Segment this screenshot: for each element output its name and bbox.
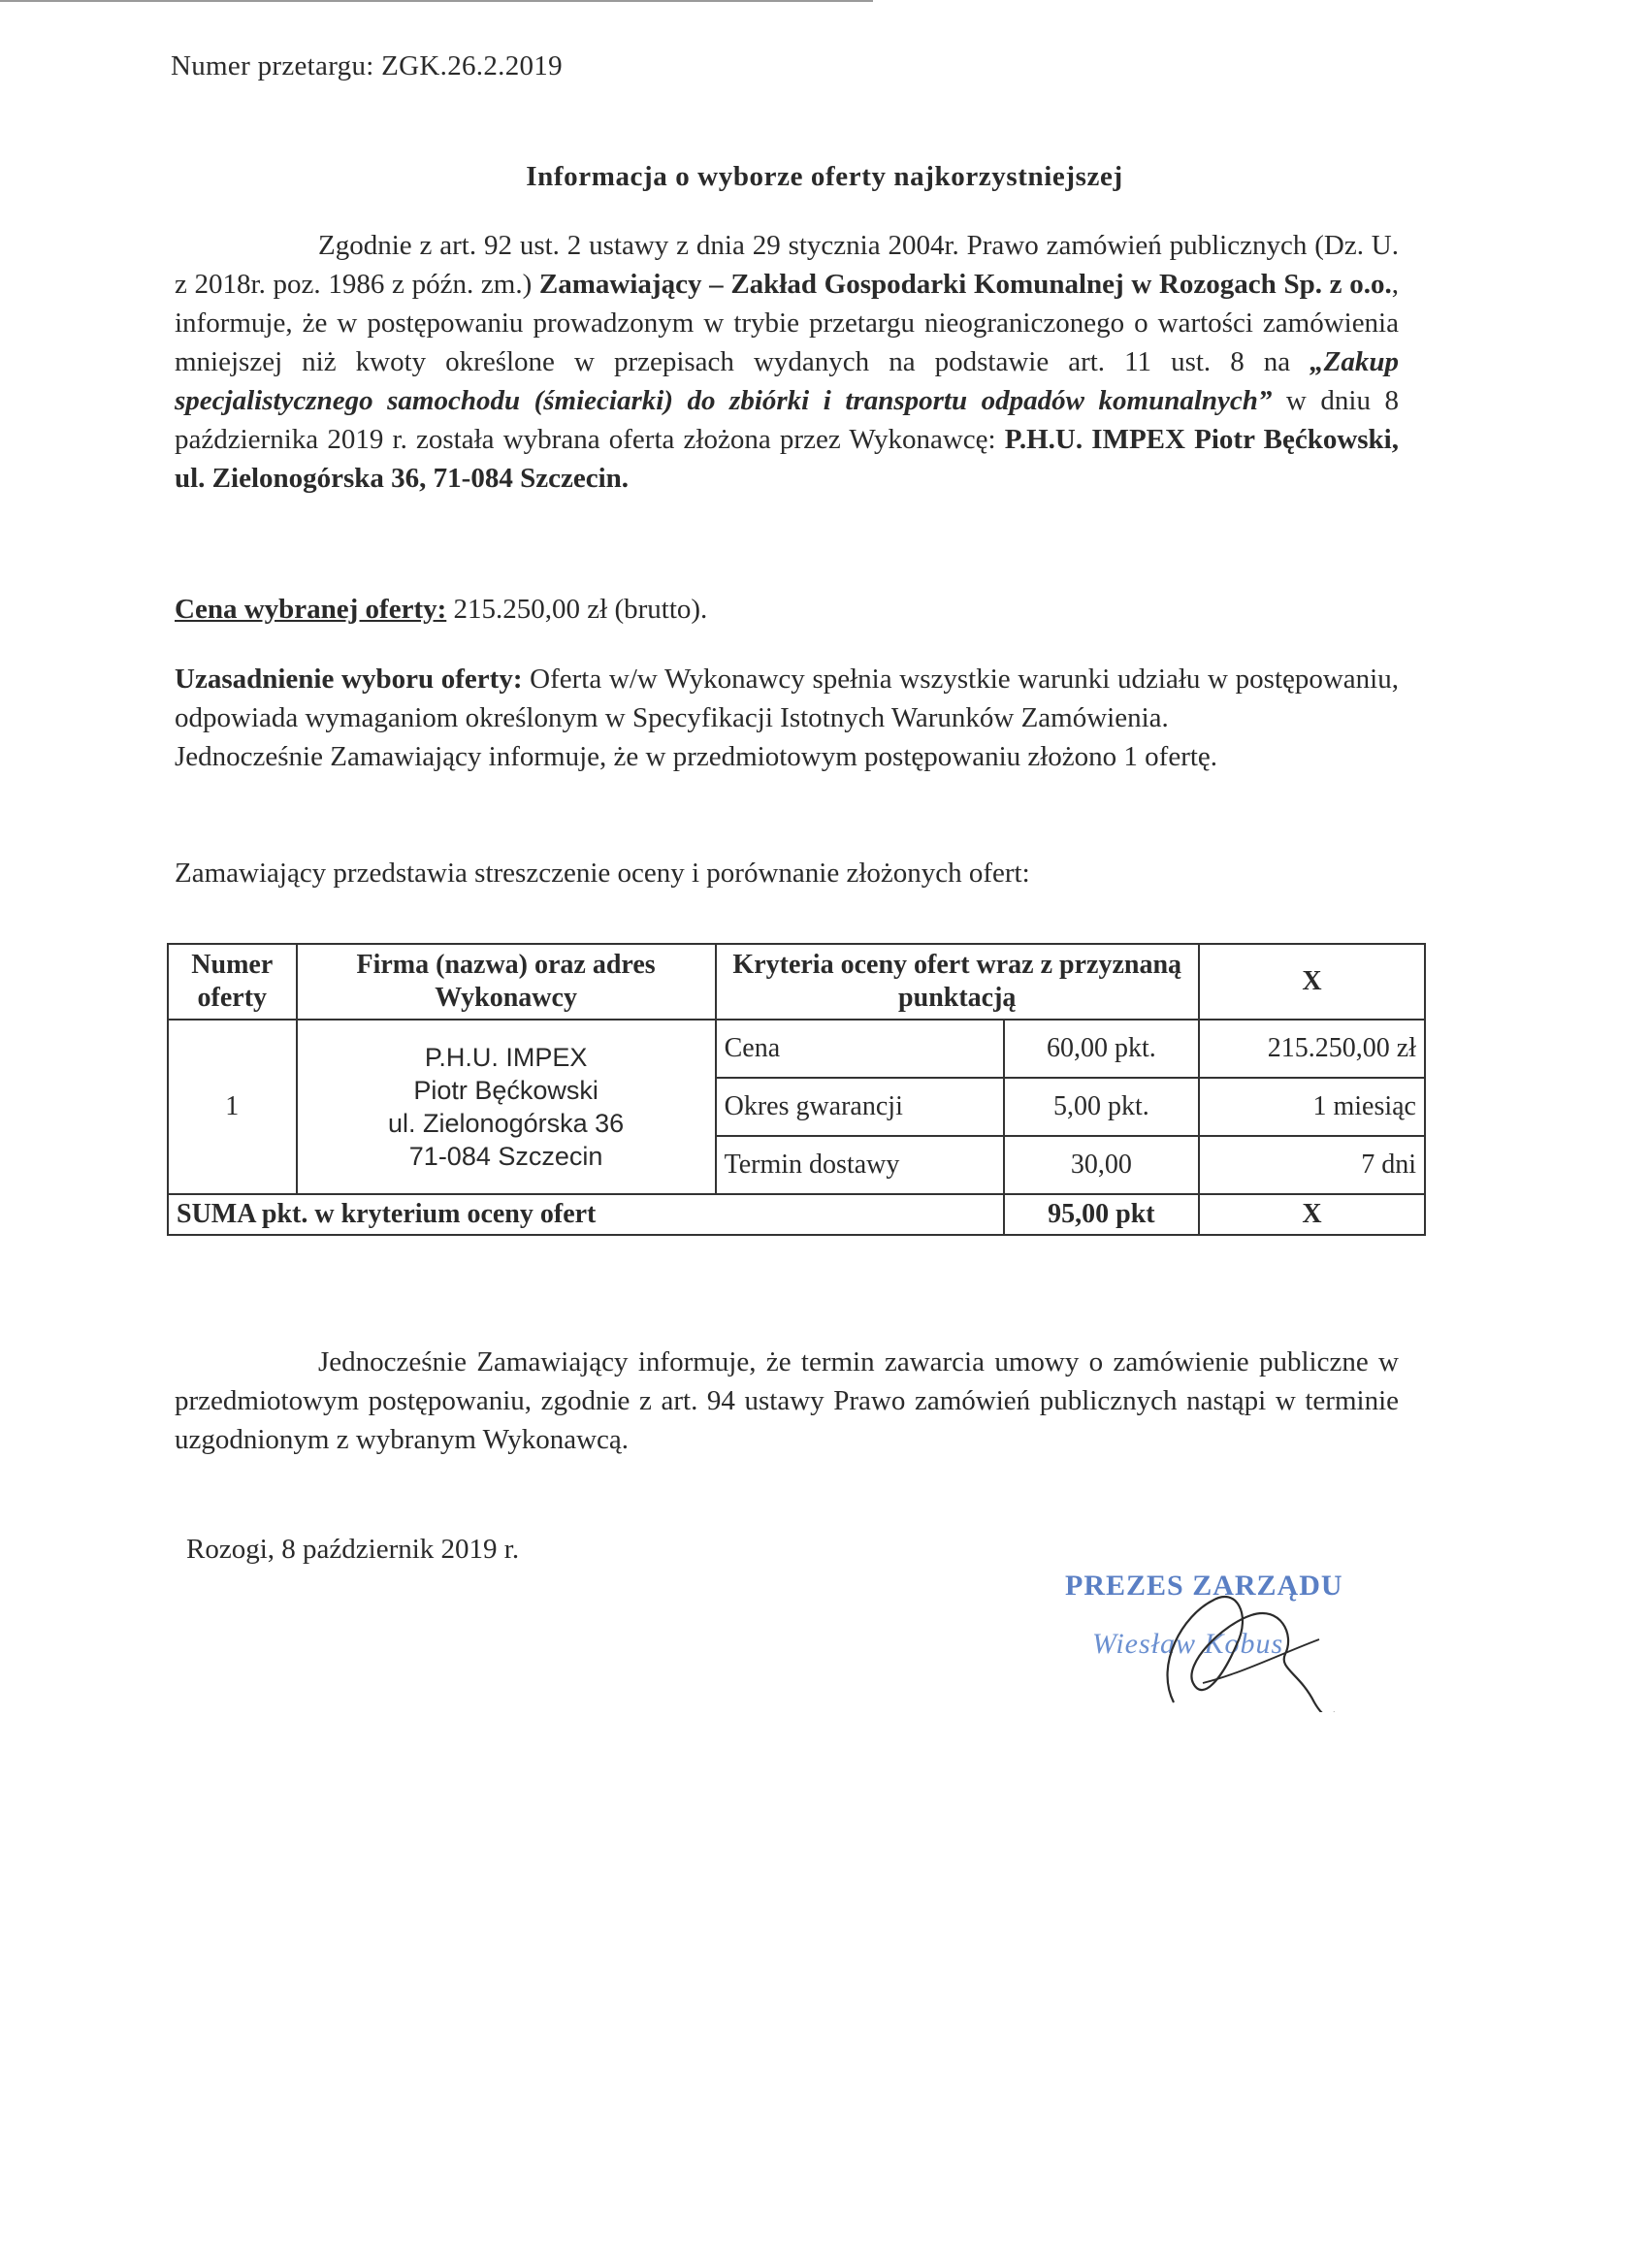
header-x: X: [1199, 944, 1425, 1020]
sum-x: X: [1199, 1194, 1425, 1235]
header-firm: Firma (nazwa) oraz adres Wykonawcy: [297, 944, 716, 1020]
place-and-date: Rozogi, 8 październik 2019 r.: [186, 1534, 520, 1565]
reason-label: Uzasadnienie wyboru oferty:: [175, 664, 523, 695]
firm-name: P.H.U. IMPEX: [424, 1043, 588, 1072]
header-criteria: Kryteria oceny ofert wraz z przyznaną punktacją: [716, 944, 1199, 1020]
reason-text: Oferta w/w Wykonawcy spełnia wszystkie warunki udziału w postępowaniu, odpowiada wymaganiom określonym w Specyfikacji Istotnych Warunków Zamówienia.: [175, 664, 1399, 733]
final-note-text: Jednocześnie Zamawiający informuje, że termin zawarcia umowy o zamówienie publiczne w przedmiotowym postępowaniu, zgodnie z art. 94 ustawy Prawo zamówień publicznych nastąpi w terminie uzgodnionym z wybranym Wykonawcą.: [175, 1346, 1399, 1455]
firm-owner: Piotr Bęćkowski: [413, 1076, 598, 1105]
criterion-name: Termin dostawy: [716, 1136, 1004, 1194]
stamp-name: Wiesław Kobus: [1092, 1628, 1284, 1660]
intro-text-3: w dniu 8 października 2019 r. została wybrana oferta złożona przez Wykonawcę:: [175, 385, 1400, 455]
final-note: [175, 1343, 1399, 1459]
scan-top-edge: [0, 0, 873, 2]
firm-city: 71-084 Szczecin: [408, 1142, 603, 1171]
criterion-points: 5,00 pkt.: [1004, 1078, 1199, 1136]
price-label: Cena wybranej oferty:: [175, 594, 447, 625]
criterion-name: Cena: [716, 1020, 1004, 1078]
sum-label: SUMA pkt. w kryterium oceny ofert: [168, 1194, 1004, 1235]
selected-contractor: P.H.U. IMPEX Piotr Bęćkowski, ul. Zielonogórska 36, 71-084 Szczecin.: [175, 424, 1399, 494]
criterion-points: 60,00 pkt.: [1004, 1020, 1199, 1078]
table-row: [168, 1020, 1425, 1078]
reason-paragraph: [175, 660, 1399, 776]
offers-count-text: Jednocześnie Zamawiający informuje, że w przedmiotowym postępowaniu złożono 1 ofertę.: [175, 741, 1218, 772]
handwritten-signature: [1057, 1557, 1377, 1712]
header-offer-number: Numer oferty: [168, 944, 297, 1020]
tender-number: Numer przetargu: ZGK.26.2.2019: [171, 50, 563, 81]
intro-text-1: Zgodnie z art. 92 ust. 2 ustawy z dnia 29 stycznia 2004r. Prawo zamówień publicznych (Dz. U. z 2018r. poz. 1986 z późn. zm.): [175, 230, 1399, 300]
sum-row: [168, 1194, 1425, 1235]
criterion-value: 7 dni: [1199, 1136, 1425, 1194]
intro-text-2: , informuje, że w postępowaniu prowadzonym w trybie przetargu nieograniczonego o wartości zamówienia mniejszej niż kwoty określone w przepisach wydanych na podstawie art. 11 ust. 8 na: [175, 269, 1399, 377]
offer-firm: [297, 1020, 716, 1194]
firm-street: ul. Zielonogórska 36: [388, 1109, 625, 1138]
criterion-value: 1 miesiąc: [1199, 1078, 1425, 1136]
sum-points: 95,00 pkt: [1004, 1194, 1199, 1235]
price-paragraph: [175, 590, 1399, 629]
criterion-name: Okres gwarancji: [716, 1078, 1004, 1136]
offer-number: 1: [168, 1020, 297, 1194]
price-value: 215.250,00 zł (brutto).: [446, 594, 708, 625]
criterion-points: 30,00: [1004, 1136, 1199, 1194]
intro-paragraph: [175, 226, 1399, 498]
table-header-row: [168, 944, 1425, 1020]
criterion-value: 215.250,00 zł: [1199, 1020, 1425, 1078]
offers-table: [167, 943, 1426, 1236]
stamp-title: PREZES ZARZĄDU: [1065, 1570, 1343, 1602]
document-title: Informacja o wyborze oferty najkorzystniejszej: [526, 161, 1123, 192]
contract-subject: „Zakup specjalistycznego samochodu (śmieciarki) do zbiórki i transportu odpadów komunalnych”: [175, 346, 1399, 416]
ordering-party: Zamawiający – Zakład Gospodarki Komunalnej w Rozogach Sp. z o.o.: [538, 269, 1392, 300]
summary-intro: Zamawiający przedstawia streszczenie oceny i porównanie złożonych ofert:: [175, 858, 1030, 889]
